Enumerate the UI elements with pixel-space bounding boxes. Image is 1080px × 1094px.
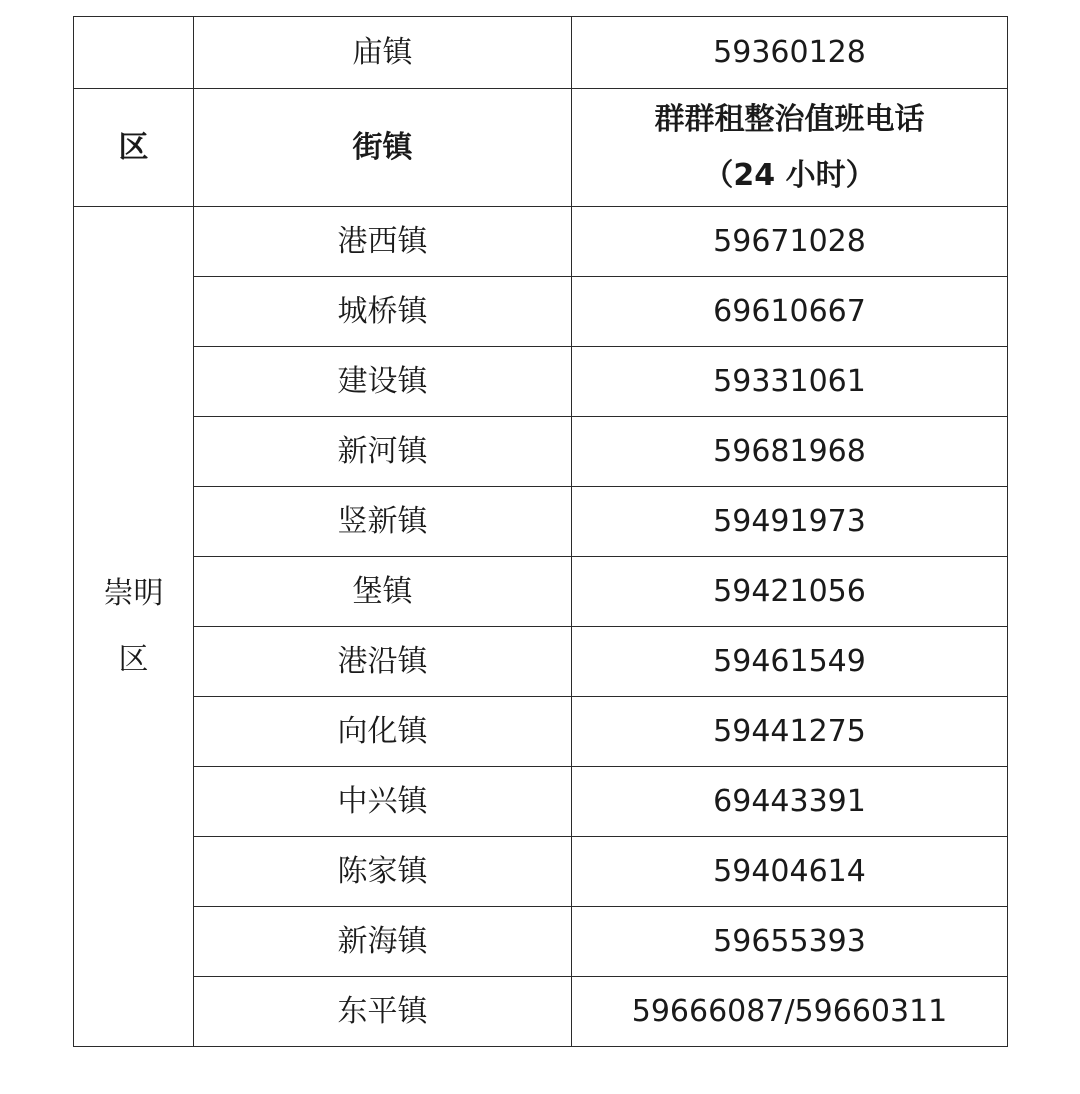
empty-district-cell xyxy=(74,17,194,89)
table-row xyxy=(74,837,1008,907)
phone-cell: 69443391 xyxy=(572,767,1008,837)
phone-cell: 59666087/59660311 xyxy=(572,977,1008,1047)
phone-cell: 59461549 xyxy=(572,627,1008,697)
header-phone-line1: 群群租整治值班电话 xyxy=(654,101,925,137)
town-cell: 港沿镇 xyxy=(194,627,572,697)
header-phone-line2: （24 小时） xyxy=(703,157,876,193)
table-row xyxy=(74,277,1008,347)
phone-cell: 59681968 xyxy=(572,417,1008,487)
header-phone xyxy=(572,89,1008,207)
table-row xyxy=(74,767,1008,837)
table-row xyxy=(74,347,1008,417)
table-row-top xyxy=(74,17,1008,89)
phone-cell: 69610667 xyxy=(572,277,1008,347)
town-cell: 竖新镇 xyxy=(194,487,572,557)
table-row xyxy=(74,557,1008,627)
table-row xyxy=(74,417,1008,487)
phone-cell: 59421056 xyxy=(572,557,1008,627)
header-town: 街镇 xyxy=(194,89,572,207)
town-cell: 陈家镇 xyxy=(194,837,572,907)
town-cell: 城桥镇 xyxy=(194,277,572,347)
phone-cell: 59655393 xyxy=(572,907,1008,977)
town-cell: 东平镇 xyxy=(194,977,572,1047)
town-cell: 中兴镇 xyxy=(194,767,572,837)
district-name: 崇明区 xyxy=(103,575,164,677)
district-cell xyxy=(74,207,194,1047)
town-cell: 新河镇 xyxy=(194,417,572,487)
town-cell: 港西镇 xyxy=(194,207,572,277)
phone-cell: 59360128 xyxy=(572,17,1008,89)
table-body xyxy=(74,17,1008,1047)
town-cell: 庙镇 xyxy=(194,17,572,89)
header-district: 区 xyxy=(74,89,194,207)
town-cell: 堡镇 xyxy=(194,557,572,627)
table-row xyxy=(74,627,1008,697)
town-cell: 向化镇 xyxy=(194,697,572,767)
table-row xyxy=(74,907,1008,977)
table-row xyxy=(74,977,1008,1047)
hotline-table xyxy=(73,16,1008,1047)
phone-cell: 59331061 xyxy=(572,347,1008,417)
table-row xyxy=(74,207,1008,277)
phone-cell: 59671028 xyxy=(572,207,1008,277)
phone-cell: 59491973 xyxy=(572,487,1008,557)
table-row xyxy=(74,697,1008,767)
table-row xyxy=(74,487,1008,557)
town-cell: 新海镇 xyxy=(194,907,572,977)
header-row xyxy=(74,89,1008,207)
phone-cell: 59404614 xyxy=(572,837,1008,907)
town-cell: 建设镇 xyxy=(194,347,572,417)
phone-cell: 59441275 xyxy=(572,697,1008,767)
